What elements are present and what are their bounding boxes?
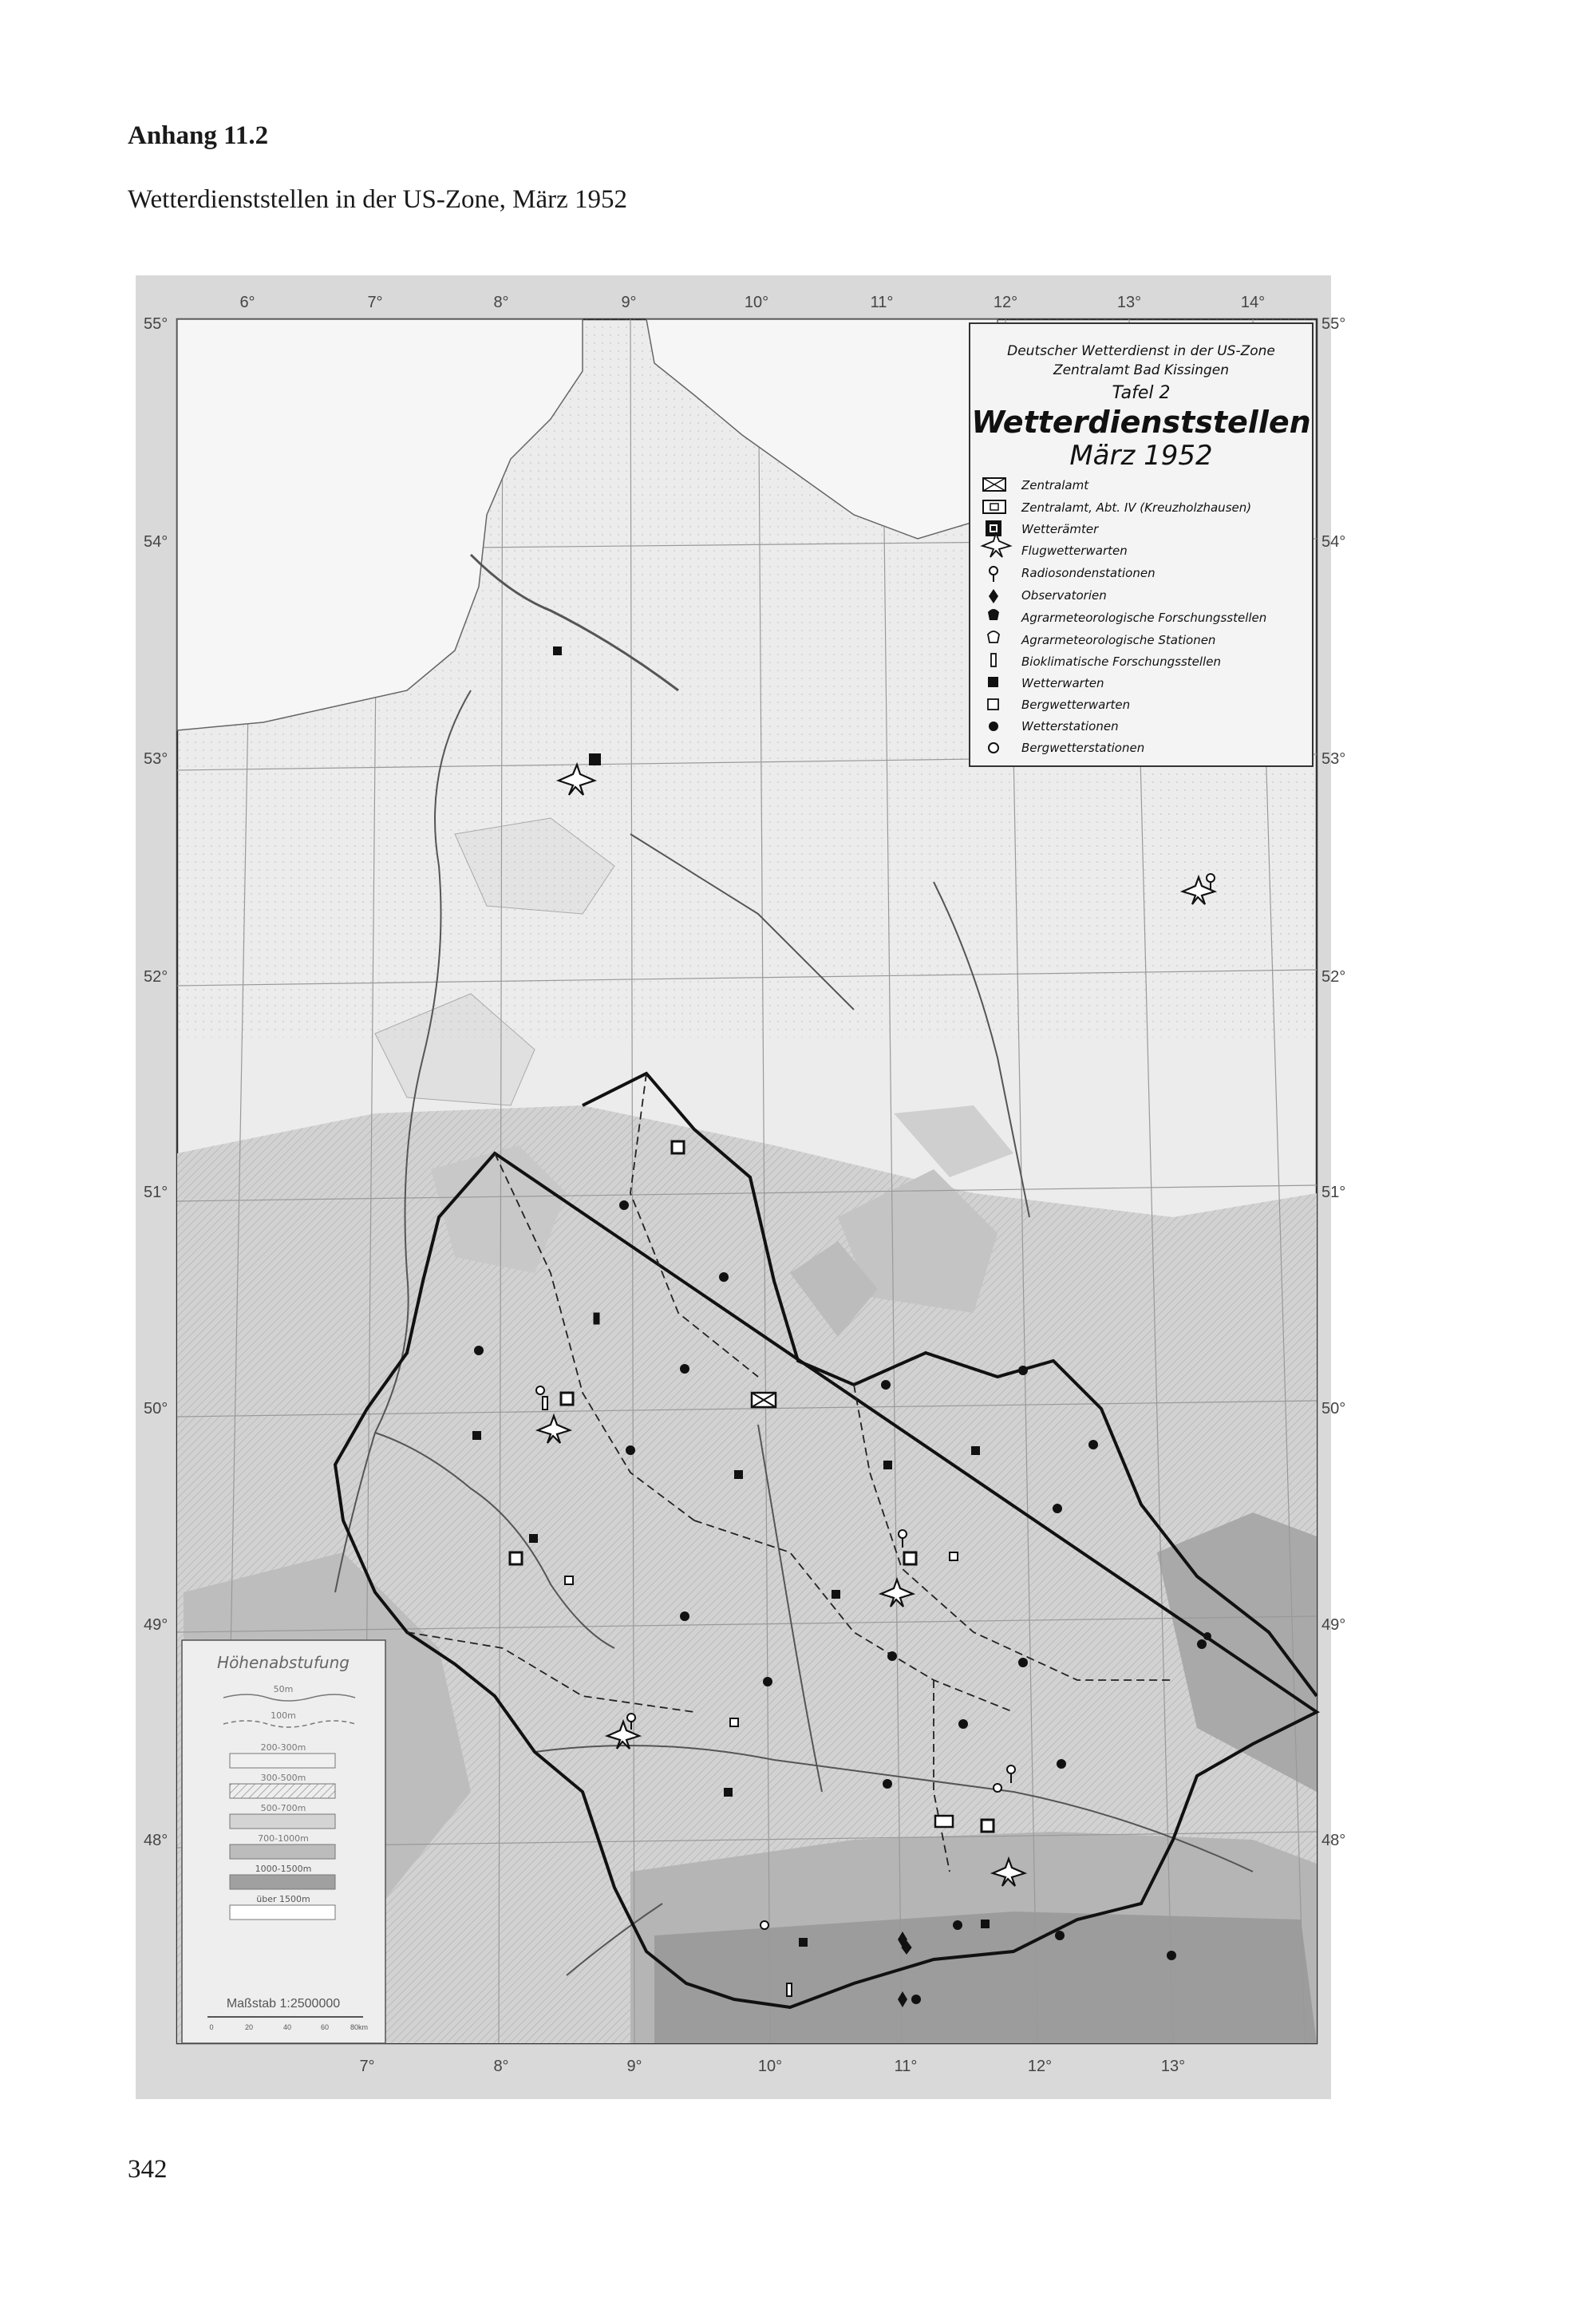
legend-item-label: Bergwetterwarten xyxy=(1021,698,1131,712)
wetterwarte-symbol xyxy=(553,646,562,655)
scale-tick: 20 xyxy=(244,2023,254,2031)
legend-item-label: Bergwetterstationen xyxy=(1021,741,1145,755)
elevation-class-label: über 1500m xyxy=(256,1894,310,1904)
legend-date: März 1952 xyxy=(1069,440,1213,472)
legend-item-label: Agrarmeteorologische Forschungsstellen xyxy=(1021,611,1267,625)
lon-label: 6° xyxy=(239,294,255,311)
legend-item-label: Wetterwarten xyxy=(1021,676,1104,690)
elevation-swatch xyxy=(230,1875,335,1889)
lat-label: 49° xyxy=(1321,1616,1346,1634)
lat-label: 48° xyxy=(1321,1832,1346,1849)
legend-item-label: Wetterämter xyxy=(1021,522,1099,536)
legend-item-label: Zentralamt, Abt. IV (Kreuzholzhausen) xyxy=(1021,500,1252,515)
wetteramt-symbol xyxy=(590,754,600,765)
legend-item-label: Radiosondenstationen xyxy=(1021,566,1156,580)
page-subtitle: Wetterdienststellen in der US-Zone, März 1952 xyxy=(128,185,628,214)
legend-item-label: Bioklimatische Forschungsstellen xyxy=(1021,654,1221,669)
weather-service-map xyxy=(136,275,1346,2099)
lon-label: 7° xyxy=(359,2058,375,2075)
lon-label: 10° xyxy=(757,2058,783,2075)
elevation-legend xyxy=(182,1640,385,2043)
lon-label: 12° xyxy=(1027,2058,1053,2075)
lon-label: 9° xyxy=(626,2058,642,2075)
elevation-swatch xyxy=(230,1845,335,1859)
elevation-class-label: 50m xyxy=(273,1684,294,1694)
elevation-class-label: 500-700m xyxy=(260,1803,306,1813)
lon-label: 8° xyxy=(493,294,509,311)
legend-tafel: Tafel 2 xyxy=(1112,383,1171,403)
lat-label: 50° xyxy=(1321,1400,1346,1417)
legend-item-label: Agrarmeteorologische Stationen xyxy=(1021,633,1216,647)
lat-label: 48° xyxy=(144,1832,168,1849)
legend-header-2: Zentralamt Bad Kissingen xyxy=(1053,362,1230,378)
wetteramt-symbol xyxy=(672,1141,684,1153)
elevation-swatch xyxy=(230,1754,335,1768)
page-number: 342 xyxy=(128,2155,168,2184)
wetteramt-symbol xyxy=(561,1393,573,1405)
lat-label: 54° xyxy=(144,533,168,551)
wetteramt-symbol xyxy=(904,1552,916,1564)
lat-label: 52° xyxy=(144,968,168,986)
elevation-swatch xyxy=(230,1905,335,1920)
wetteramt-symbol xyxy=(510,1552,522,1564)
wetteramt-symbol xyxy=(982,1820,994,1832)
elevation-swatch xyxy=(230,1814,335,1829)
lat-label: 51° xyxy=(1321,1184,1346,1201)
legend-header-1: Deutscher Wetterdienst in der US-Zone xyxy=(1007,343,1275,359)
lat-label: 55° xyxy=(144,315,168,333)
lat-label: 51° xyxy=(144,1184,168,1201)
lat-label: 53° xyxy=(144,750,168,768)
lon-label: 10° xyxy=(744,294,769,311)
lon-label: 14° xyxy=(1240,294,1266,311)
lon-label: 13° xyxy=(1116,294,1142,311)
lon-label: 13° xyxy=(1160,2058,1186,2075)
legend-title: Wetterdienststellen xyxy=(971,405,1311,440)
lat-label: 50° xyxy=(144,1400,168,1417)
lon-label: 11° xyxy=(870,294,894,311)
symbol-legend xyxy=(970,323,1313,766)
lon-label: 9° xyxy=(621,294,637,311)
scale-tick: 40 xyxy=(282,2023,292,2031)
elevation-class-label: 100m xyxy=(271,1710,296,1721)
zentralamt-abt-symbol xyxy=(935,1816,953,1827)
lon-label: 12° xyxy=(993,294,1018,311)
lat-label: 53° xyxy=(1321,750,1346,768)
lat-label: 49° xyxy=(144,1616,168,1634)
elevation-class-label: 1000-1500m xyxy=(255,1864,312,1874)
elevation-class-label: 700-1000m xyxy=(258,1833,309,1844)
legend-item-label: Observatorien xyxy=(1021,588,1107,603)
page-heading: Anhang 11.2 xyxy=(128,121,269,150)
elevation-class-label: 200-300m xyxy=(260,1742,306,1753)
lat-label: 54° xyxy=(1321,533,1346,551)
lat-label: 52° xyxy=(1321,968,1346,986)
scale-tick: 60 xyxy=(320,2023,330,2031)
scale-tick: 80km xyxy=(350,2023,369,2031)
lon-label: 11° xyxy=(894,2058,918,2075)
elevation-class-label: 300-500m xyxy=(260,1773,306,1783)
lon-label: 7° xyxy=(367,294,383,311)
lat-label: 55° xyxy=(1321,315,1346,333)
legend-item-label: Wetterstationen xyxy=(1021,719,1119,733)
legend-item-label: Flugwetterwarten xyxy=(1021,544,1128,558)
scale-label: Maßstab 1:2500000 xyxy=(226,1997,341,2011)
scale-tick: 0 xyxy=(209,2023,214,2031)
legend-item-label: Zentralamt xyxy=(1021,478,1089,492)
lon-label: 8° xyxy=(493,2058,509,2075)
elevation-swatch xyxy=(230,1784,335,1798)
elevation-legend-title: Höhenabstufung xyxy=(217,1653,350,1672)
